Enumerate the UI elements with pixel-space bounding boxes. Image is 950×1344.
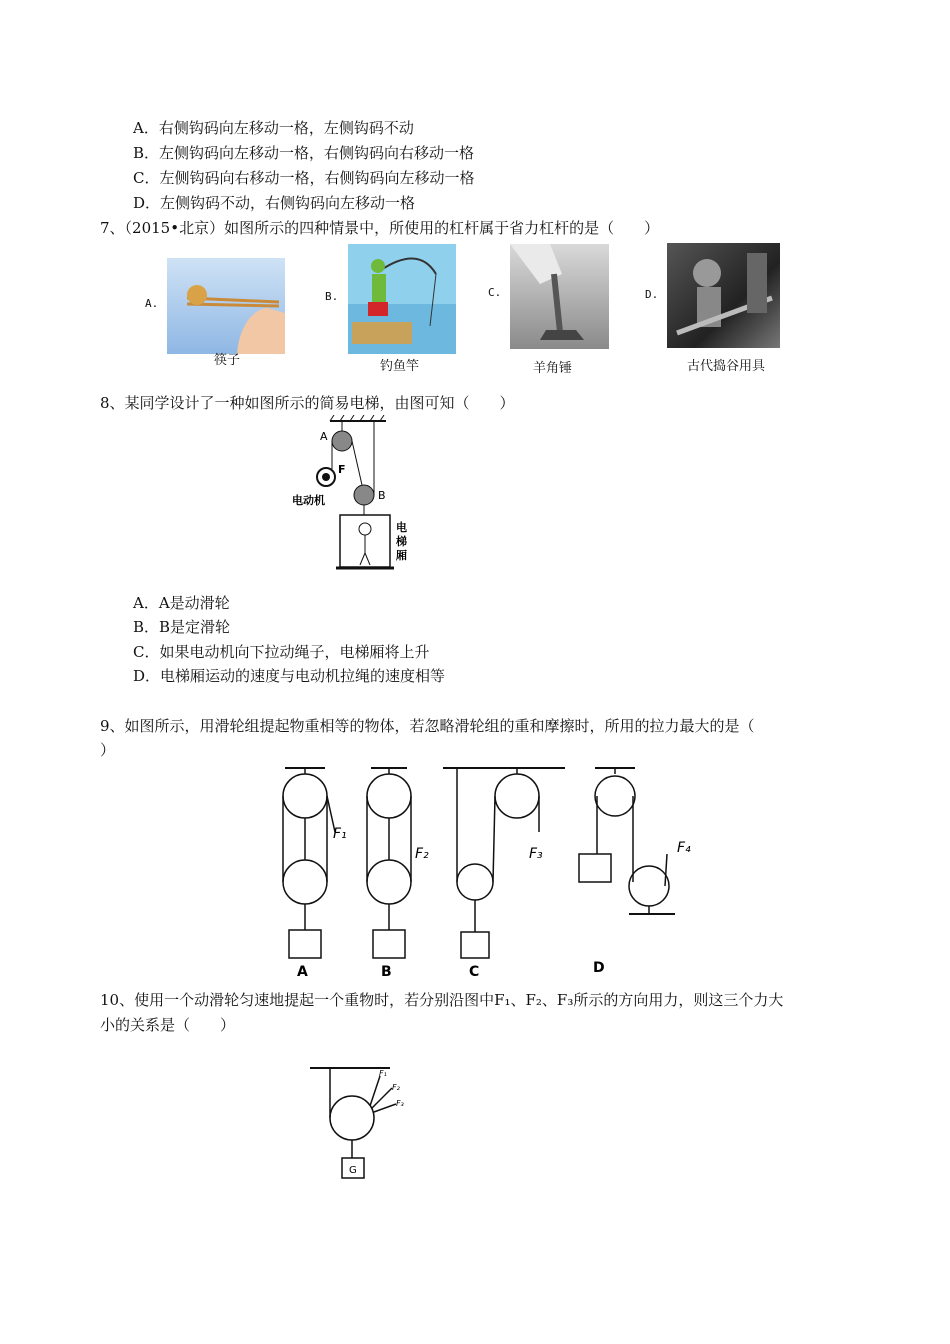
q7-caption-a: 筷子 [214,353,241,368]
q8-stem: 8、某同学设计了一种如图所示的简易电梯，由图可知（ ） [100,394,515,412]
elevator-diagram [290,415,430,575]
q7-stem: 7、（2015•北京）如图所示的四种情景中，所使用的杠杆属于省力杠杆的是（ ） [100,219,660,237]
force-f4: F₄ [677,840,691,856]
grain-pounding-tool-image [667,243,780,348]
q10-stem: 10、使用一个动滑轮匀速地提起一个重物时，若分别沿图中F₁、F₂、F₃所示的方向用力，则这三个力大 [100,991,784,1009]
label-cabin-3: 厢 [396,549,407,562]
q6-option-c: C．左侧钩码向右移动一格，右侧钩码向左移动一格 [133,169,475,187]
weight-g: G [349,1165,357,1176]
label-a: A [320,430,328,443]
system-label-d: D [593,960,605,976]
q10-stem-end: 小的关系是（ ） [100,1016,236,1034]
q6-option-a: A．右侧钩码向左移动一格，左侧钩码不动 [133,119,414,137]
q7-caption-c: 羊角锤 [533,361,573,376]
q9-stem: 9、如图所示，用滑轮组提起物重相等的物体，若忽略滑轮组的重和摩擦时，所用的拉力最大的是（ [100,717,755,735]
pulley-a-movable [283,860,327,904]
system-label-c: C [469,964,480,980]
q8-option-d: D．电梯厢运动的速度与电动机拉绳的速度相等 [133,667,446,685]
chopsticks-image [167,258,285,354]
q8-option-b: B．B是定滑轮 [133,618,231,636]
fishing-rod-image [348,244,456,354]
q10-force-f1: F₁ [379,1069,387,1078]
q10-force-f3: F₃ [396,1099,404,1108]
q9-stem-end: ） [100,741,116,759]
pulley-b [354,485,374,505]
pulley-a-fixed [283,774,327,818]
q7-letter-a: A. [145,297,159,310]
q6-option-d: D．左侧钩码不动，右侧钩码向左移动一格 [133,194,416,212]
label-b: B [378,489,386,502]
label-cabin-1: 电 [396,521,407,534]
label-cabin-2: 梯 [396,535,407,548]
q6-option-b: B．左侧钩码向左移动一格，右侧钩码向右移动一格 [133,144,475,162]
q7-letter-b: B. [325,290,339,303]
q8-option-c: C．如果电动机向下拉动绳子，电梯厢将上升 [133,643,430,661]
movable-pulley-diagram [300,1060,420,1185]
q7-caption-b: 钓鱼竿 [380,359,420,374]
force-f2: F₂ [415,846,429,862]
system-label-a: A [297,964,308,980]
q7-caption-d: 古代捣谷用具 [687,359,766,374]
q7-letter-c: C. [488,286,502,299]
q10-force-f2: F₂ [392,1083,400,1092]
q8-option-a: A．A是动滑轮 [133,594,230,612]
force-f1: F₁ [333,826,347,842]
q7-letter-d: D. [645,288,659,301]
claw-hammer-image [510,244,609,349]
label-f: F [338,463,346,476]
label-motor: 电动机 [292,494,325,507]
weight-a [289,930,321,958]
pulley-a [332,431,352,451]
force-f3: F₃ [529,846,543,862]
pulley-systems-diagram [275,762,695,980]
system-label-b: B [381,964,392,980]
